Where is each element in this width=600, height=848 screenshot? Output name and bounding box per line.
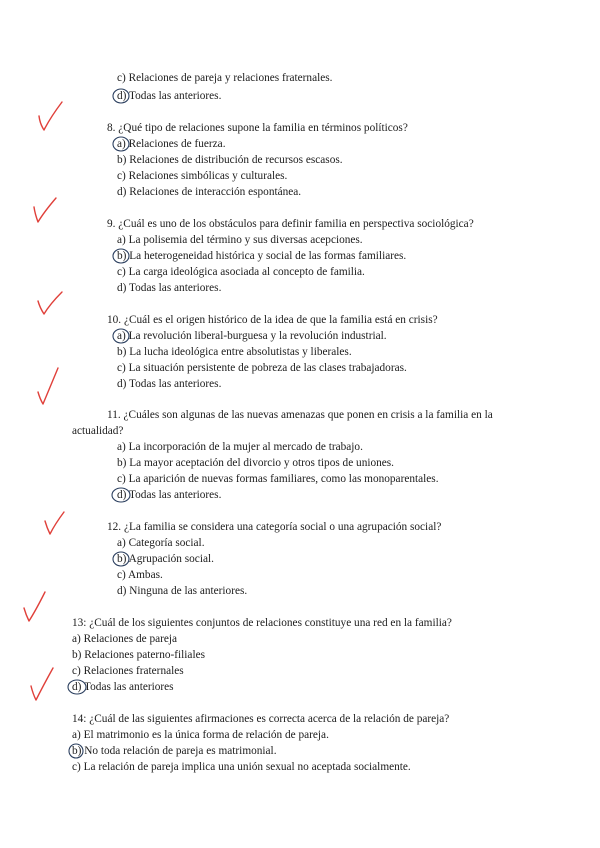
- q10-option-b: b) La lucha ideológica entre absolutistas y liberales.: [117, 346, 352, 358]
- q10-option-a: a) La revolución liberal-burguesa y la revolución industrial.: [117, 330, 387, 342]
- q8-option-b: b) Relaciones de distribución de recursos escasos.: [117, 154, 343, 166]
- q9-option-b: b) La heterogeneidad histórica y social de las formas familiares.: [117, 250, 407, 262]
- check-mark-q8: [39, 102, 62, 130]
- q11-option-b: b) La mayor aceptación del divorcio y otros tipos de uniones.: [117, 457, 395, 469]
- q13-question: 13: ¿Cuál de los siguientes conjuntos de relaciones constituye una red en la familia?: [72, 617, 452, 629]
- q12-question: 12. ¿La familia se considera una categoría social o una agrupación social?: [107, 521, 442, 533]
- q10-option-c: c) La situación persistente de pobreza de las clases trabajadoras.: [117, 362, 407, 374]
- q14-option-c: c) La relación de pareja implica una unión sexual no aceptada socialmente.: [72, 761, 411, 773]
- q11-option-d: d) Todas las anteriores.: [117, 489, 222, 501]
- q14-option-b: b) No toda relación de pareja es matrimonial.: [72, 745, 277, 757]
- q9-option-a: a) La polisemia del término y sus diversas acepciones.: [117, 234, 363, 246]
- q9-option-d: d) Todas las anteriores.: [117, 282, 222, 294]
- q8-option-d: d) Relaciones de interacción espontánea.: [117, 186, 302, 198]
- q14-question: 14: ¿Cuál de las siguientes afirmaciones es correcta acerca de la relación de pareja?: [72, 713, 450, 725]
- check-mark-q14: [31, 668, 53, 700]
- check-mark-q9: [34, 198, 56, 222]
- q13-option-a: a) Relaciones de pareja: [72, 633, 178, 645]
- q14-option-a: a) El matrimonio es la única forma de relación de pareja.: [72, 729, 329, 741]
- q8-option-a: a) Relaciones de fuerza.: [117, 138, 226, 150]
- q10-question: 10. ¿Cuál es el origen histórico de la idea de que la familia está en crisis?: [107, 314, 438, 326]
- q13-option-d: d) Todas las anteriores: [72, 681, 174, 693]
- q10-option-d: d) Todas las anteriores.: [117, 378, 222, 390]
- q8-question: 8. ¿Qué tipo de relaciones supone la familia en términos políticos?: [107, 122, 408, 134]
- check-mark-q13: [24, 592, 45, 621]
- check-mark-q10: [38, 292, 62, 314]
- q12-option-c: c) Ambas.: [117, 569, 163, 581]
- q11-option-c: c) La aparición de nuevas formas familiares, como las monoparentales.: [117, 473, 439, 485]
- q11-question-line2: actualidad?: [72, 425, 124, 437]
- q13-option-c: c) Relaciones fraternales: [72, 665, 184, 677]
- q12-option-d: d) Ninguna de las anteriores.: [117, 585, 248, 597]
- q8-option-c: c) Relaciones simbólicas y culturales.: [117, 170, 288, 182]
- q13-option-b: b) Relaciones paterno-filiales: [72, 649, 205, 661]
- q12-option-b: b) Agrupación social.: [117, 553, 214, 565]
- q9-question: 9. ¿Cuál es uno de los obstáculos para definir familia en perspectiva sociológica?: [107, 218, 474, 230]
- q7-option-c: c) Relaciones de pareja y relaciones fraternales.: [117, 72, 333, 84]
- q9-option-c: c) La carga ideológica asociada al concepto de familia.: [117, 266, 365, 278]
- q7-option-d: d) Todas las anteriores.: [117, 90, 222, 102]
- check-mark-q12: [45, 512, 64, 534]
- q11-question-line1: 11. ¿Cuáles son algunas de las nuevas amenazas que ponen en crisis a la familia en la: [107, 409, 493, 421]
- q12-option-a: a) Categoría social.: [117, 537, 205, 549]
- check-mark-q11: [38, 368, 58, 404]
- q11-option-a: a) La incorporación de la mujer al mercado de trabajo.: [117, 441, 363, 453]
